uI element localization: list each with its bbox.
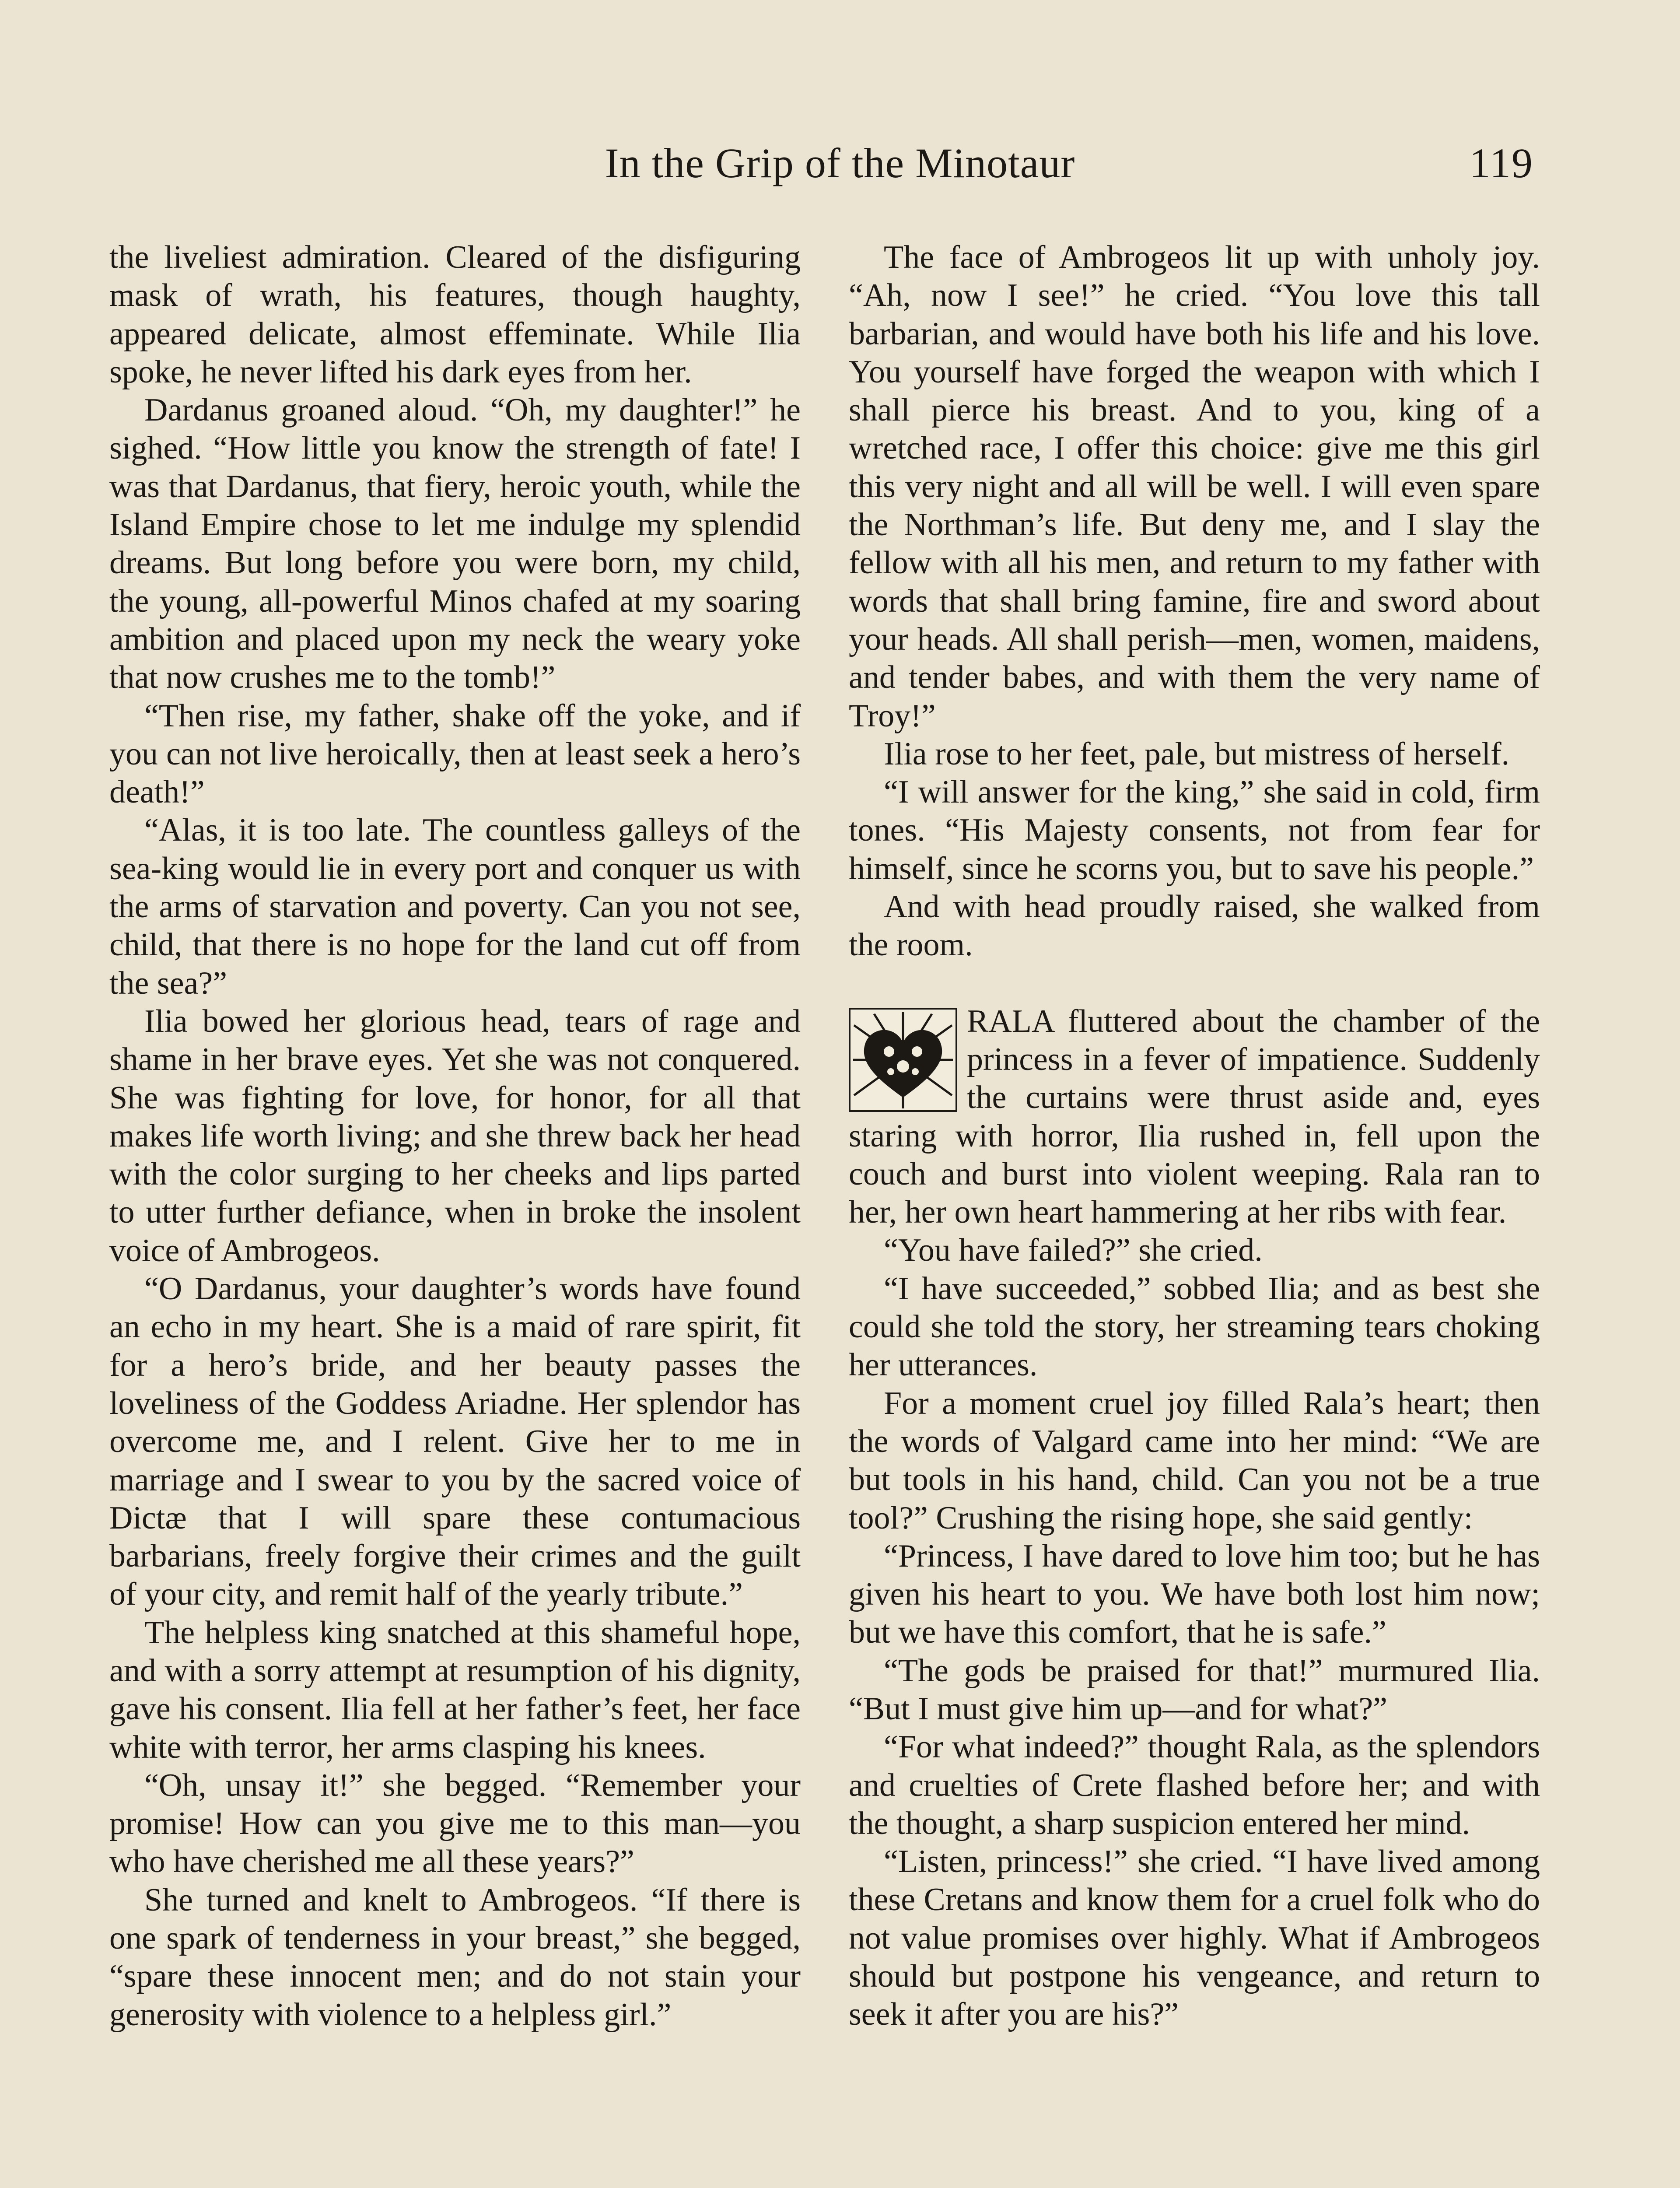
running-title: In the Grip of the Minotaur <box>605 140 1075 186</box>
page-number: 119 <box>1469 140 1533 186</box>
paragraph: “I will answer for the king,” she said in cold, firm tones. “His Majesty consents, not from fear for himself, since he scorns you, but to save his people.” <box>849 774 1540 887</box>
paragraph-with-initial: RALA fluttered about the chamber of the princess in a fever of impatience. Suddenly the curtains were thrust aside and, eyes staring with horror, Ilia rushed in, fell upon the couch and burst into violent weeping. Rala ran to her, her own heart hammering at her ribs with fear. <box>849 1003 1540 1231</box>
paragraph: “Listen, princess!” she cried. “I have lived among these Cretans and know them for a cruel folk who do not value promises over highly. What if Ambrogeos should but postpone his vengeance, and return to seek it after you are his?” <box>849 1844 1540 2033</box>
right-column <box>849 238 1540 2034</box>
section-break <box>849 964 1540 1003</box>
paragraph: Dardanus groaned aloud. “Oh, my daughter!” he sighed. “How little you know the strength of fate! I was that Dardanus, that fiery, heroic youth, while the Island Empire chose to let me indulge my splendid dreams. But long before you were born, my child, the young, all-powerful Minos chafed at my soaring ambition and placed upon my neck the weary yoke that now crushes me to the tomb!” <box>109 392 801 696</box>
paragraph: “O Dardanus, your daughter’s words have found an echo in my heart. She is a maid of rare spirit, fit for a hero’s bride, and her beauty passes the loveliness of the Goddess Ariadne. Her splendor has overcome me, and I relent. Give her to me in marriage and I swear to you by the sacred voice of Dictæ that I will spare these contumacious barbarians, freely forgive their crimes and the guilt of your city, and remit half of the yearly tribute.” <box>109 1271 801 1613</box>
paragraph: For a moment cruel joy filled Rala’s heart; then the words of Valgard came into her mind: “We are but tools in his hand, child. Can you not be a true tool?” Crushing the rising hope, she said gently: <box>849 1385 1540 1536</box>
paragraph: “I have succeeded,” sobbed Ilia; and as best she could she told the story, her streaming tears choking her utterances. <box>849 1270 1540 1383</box>
paragraph: “Princess, I have dared to love him too; but he has given his heart to you. We have both lost him now; but we have this comfort, that he is safe.” <box>849 1538 1540 1651</box>
paragraph: The helpless king snatched at this shameful hope, and with a sorry attempt at resumption of his dignity, gave his consent. Ilia fell at her father’s feet, her face white with terror, her arms clasping his knees. <box>109 1614 801 1765</box>
ornamental-initial-heart-icon <box>849 1008 957 1112</box>
paragraph: Ilia bowed her glorious head, tears of rage and shame in her brave eyes. Yet she was not conquered. She was fighting for love, for honor, for all that makes life worth living; and she threw back her head with the color surging to her cheeks and lips parted to utter further defiance, when in broke the insolent voice of Ambrogeos. <box>109 1003 801 1269</box>
paragraph: Ilia rose to her feet, pale, but mistress of herself. <box>884 736 1510 772</box>
paragraph: the liveliest admiration. Cleared of the disfiguring mask of wrath, his features, though haughty, appeared delicate, almost effeminate. While Ilia spoke, he never lifted his dark eyes from her. <box>109 239 801 390</box>
left-column <box>109 238 801 2034</box>
paragraph: The face of Ambrogeos lit up with unholy joy. “Ah, now I see!” he cried. “You love this tall barbarian, and would have both his life and his love. You yourself have forged the weapon with which I shall pierce his breast. And to you, king of a wretched race, I offer this choice: give me this girl this very night and all will be well. I will even spare the Northman’s life. But deny me, and I slay the fellow with all his men, and return to my father with words that shall bring famine, fire and sword about your heads. All shall perish—men, women, maidens, and tender babes, and with them the very name of Troy!” <box>849 239 1540 734</box>
paragraph: “Alas, it is too late. The countless galleys of the sea-king would lie in every port and conquer us with the arms of starvation and poverty. Can you not see, child, that there is no hope for the land cut off from the sea?” <box>109 812 801 1001</box>
paragraph: She turned and knelt to Ambrogeos. “If there is one spark of tenderness in your breast,” she begged, “spare these innocent men; and do not stain your generosity with violence to a helpless girl.” <box>109 1882 801 2033</box>
paragraph: “The gods be praised for that!” murmured Ilia. “But I must give him up—and for what?” <box>849 1652 1540 1727</box>
paragraph: “You have failed?” she cried. <box>884 1232 1263 1269</box>
paragraph: “Then rise, my father, shake off the yoke, and if you can not live heroically, then at least seek a hero’s death!” <box>109 698 801 810</box>
paragraph: And with head proudly raised, she walked from the room. <box>849 889 1540 963</box>
paragraph: “For what indeed?” thought Rala, as the splendors and cruelties of Crete flashed before her; and with the thought, a sharp suspicion entered her mind. <box>849 1729 1540 1841</box>
paragraph: “Oh, unsay it!” she begged. “Remember your promise! How can you give me to this man—you who have cherished me all these years?” <box>109 1767 801 1880</box>
